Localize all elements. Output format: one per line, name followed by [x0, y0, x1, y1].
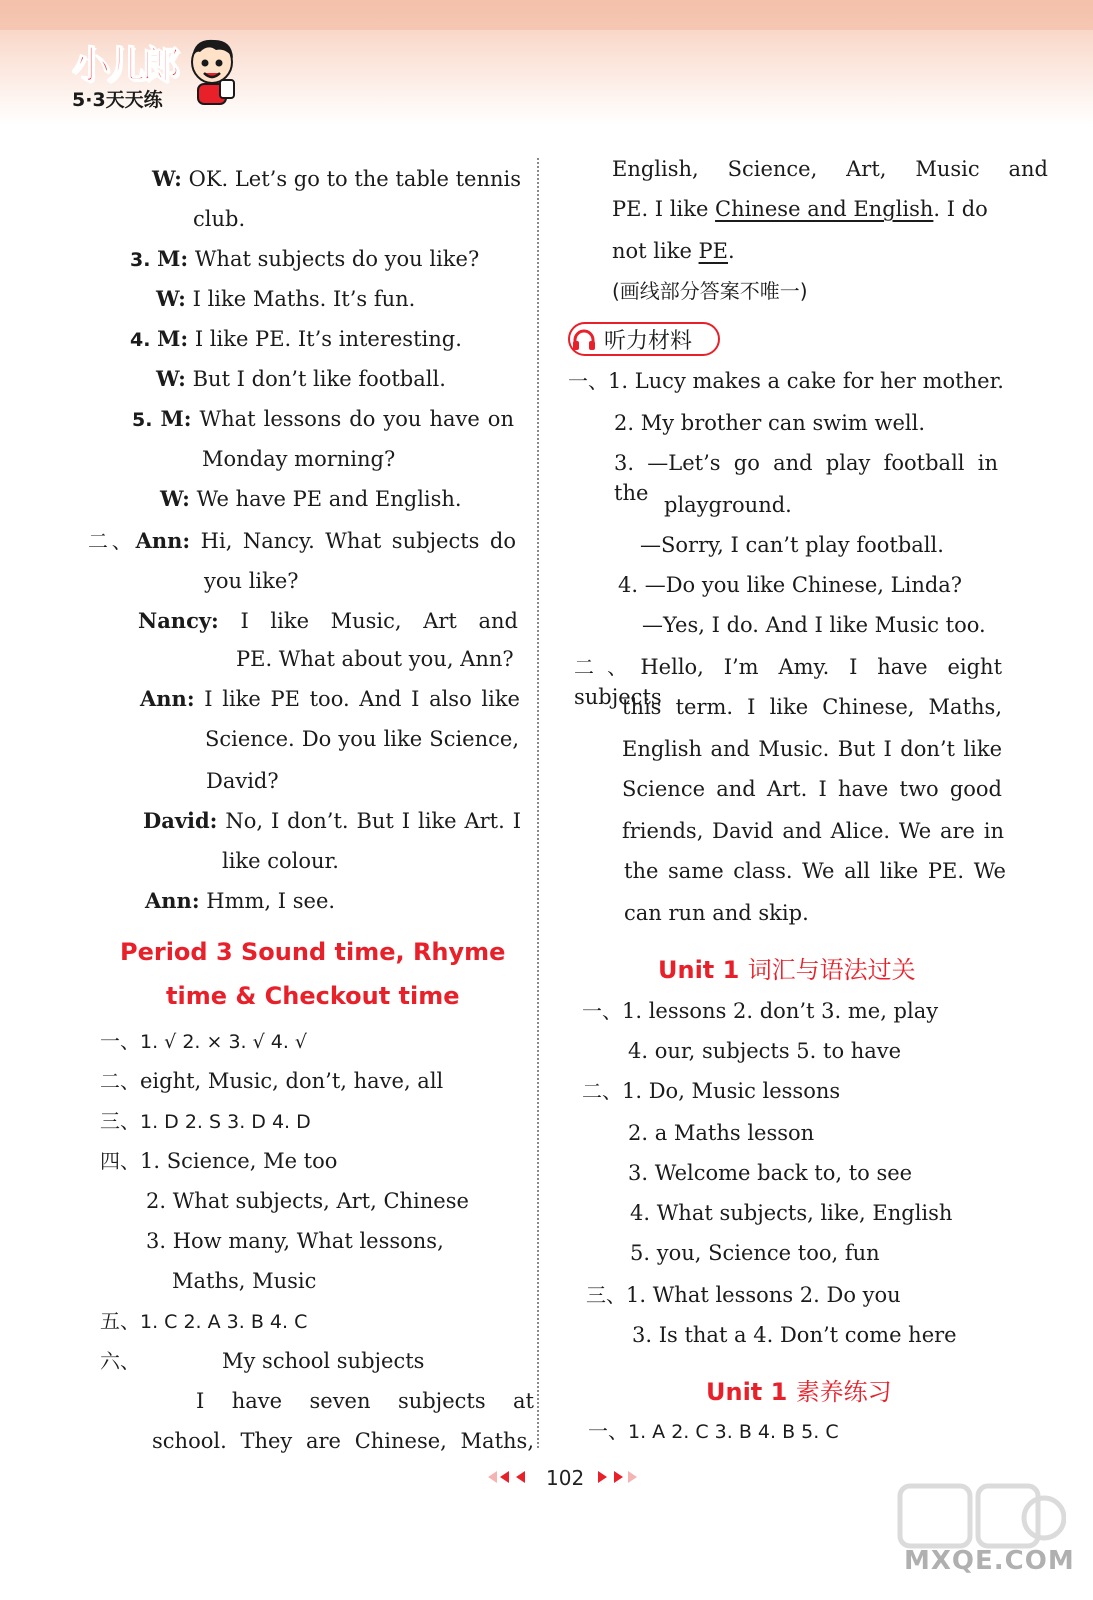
- dialogue-line: W: But I don’t like football.: [156, 366, 446, 391]
- badge-label: 听力材料: [604, 329, 693, 354]
- listening-line: 4. —Do you like Chinese, Linda?: [618, 573, 963, 597]
- listening-line: 一、1. Lucy makes a cake for her mother.: [568, 369, 1004, 393]
- period-heading: Period 3 Sound time, Rhyme: [120, 938, 506, 966]
- dialogue-line: 4. M: I like PE. It’s interesting.: [130, 326, 462, 351]
- dialogue-line: Monday morning?: [202, 447, 396, 471]
- mascot-icon: [186, 36, 240, 108]
- unit-answer-line: 3. Welcome back to, to see: [628, 1161, 913, 1185]
- listening-line: playground.: [664, 493, 792, 517]
- next-arrow-icon: [628, 1471, 637, 1483]
- dialogue-line: you like?: [204, 569, 299, 593]
- unit-heading: Unit 1 词汇与语法过关: [658, 956, 916, 984]
- unit-answer-line: 2. a Maths lesson: [628, 1121, 815, 1145]
- listening-line: the same class. We all like PE. We: [624, 859, 1006, 883]
- dialogue-line: like colour.: [222, 849, 339, 873]
- dialogue-line: Nancy: I like Music, Art and: [138, 608, 519, 633]
- answer-note: (画线部分答案不唯一): [612, 279, 808, 303]
- prev-arrow-icon: [500, 1471, 509, 1483]
- prev-arrow-icon: [488, 1471, 497, 1483]
- listening-line: —Yes, I do. And I like Music too.: [642, 613, 986, 637]
- underlined-answer: Chinese and English: [715, 197, 934, 221]
- essay-line: PE. I like Chinese and English. I do: [612, 197, 988, 221]
- dialogue-line: 二、Ann: Hi, Nancy. What subjects do: [88, 528, 517, 553]
- dialogue-line: 3. M: What subjects do you like?: [130, 246, 480, 271]
- unit-answer-line: 三、1. What lessons 2. Do you: [586, 1283, 901, 1307]
- answer-line: 2. What subjects, Art, Chinese: [146, 1189, 469, 1213]
- dialogue-line: PE. What about you, Ann?: [236, 647, 514, 671]
- watermark-text: MXQE.COM: [904, 1546, 1075, 1576]
- next-arrow-icon: [598, 1471, 607, 1483]
- listening-line: can run and skip.: [624, 901, 809, 925]
- answer-line: 三、1. D 2. S 3. D 4. D: [100, 1109, 311, 1133]
- dialogue-line: club.: [193, 207, 246, 231]
- answer-line: 3. How many, What lessons,: [146, 1229, 444, 1253]
- dialogue-line: Science. Do you like Science,: [205, 727, 519, 751]
- unit-answer-line: 5. you, Science too, fun: [630, 1241, 880, 1265]
- answer-line: Maths, Music: [172, 1269, 317, 1293]
- essay-line: not like PE.: [612, 239, 735, 263]
- unit-answer-line: 一、1. A 2. C 3. B 4. B 5. C: [588, 1419, 839, 1443]
- dialogue-line: Ann: I like PE too. And I also like: [140, 686, 520, 711]
- brand-series: 5·3天天练: [72, 89, 163, 111]
- answer-line: 二、eight, Music, don’t, have, all: [100, 1069, 444, 1093]
- listening-line: —Sorry, I can’t play football.: [640, 533, 944, 557]
- dialogue-line: W: I like Maths. It’s fun.: [156, 286, 416, 311]
- listening-line: English and Music. But I don’t like: [622, 737, 1002, 761]
- listening-line: friends, David and Alice. We are in: [622, 819, 1004, 843]
- dialogue-line: 5. M: What lessons do you have on: [132, 406, 514, 431]
- listening-line: 二、Hello, I’m Amy. I have eight subjects: [574, 655, 1003, 709]
- answer-line: 四、1. Science, Me too: [100, 1149, 338, 1173]
- listening-line: Science and Art. I have two good: [622, 777, 1002, 801]
- unit-answer-line: 4. our, subjects 5. to have: [628, 1039, 902, 1063]
- dialogue-line: Ann: Hmm, I see.: [145, 888, 336, 913]
- dialogue-line: W: OK. Let’s go to the table tennis: [152, 166, 522, 191]
- unit-answer-line: 4. What subjects, like, English: [630, 1201, 953, 1225]
- answer-line: 六、: [100, 1349, 140, 1373]
- dialogue-line: W: We have PE and English.: [160, 486, 462, 511]
- answer-line: 一、1. √ 2. × 3. √ 4. √: [100, 1029, 308, 1053]
- essay-title: My school subjects: [222, 1349, 425, 1373]
- dialogue-line: David?: [206, 769, 279, 793]
- next-arrow-icon: [614, 1471, 623, 1483]
- listening-line: 3. —Let’s go and play football in the: [614, 451, 998, 505]
- brand-logo: [72, 34, 177, 112]
- period-heading-line2: time & Checkout time: [166, 982, 460, 1010]
- essay-line: school. They are Chinese, Maths,: [152, 1429, 534, 1453]
- unit-answer-line: 一、1. lessons 2. don’t 3. me, play: [582, 999, 939, 1023]
- header-banner: [0, 0, 1093, 125]
- essay-line: English, Science, Art, Music and: [612, 157, 1048, 181]
- column-divider: [537, 158, 539, 1448]
- page-number: 102: [546, 1466, 585, 1490]
- listening-line: this term. I like Chinese, Maths,: [622, 695, 1002, 719]
- listening-badge: [568, 322, 720, 356]
- answer-line: 五、1. C 2. A 3. B 4. C: [100, 1309, 308, 1333]
- listening-line: 2. My brother can swim well.: [614, 411, 926, 435]
- dialogue-line: David: No, I don’t. But I like Art. I: [143, 808, 521, 833]
- unit-answer-line: 二、1. Do, Music lessons: [582, 1079, 841, 1103]
- essay-line: I have seven subjects at: [196, 1389, 534, 1413]
- unit-answer-line: 3. Is that a 4. Don’t come here: [632, 1323, 957, 1347]
- brand-name: 小儿郎: [72, 43, 178, 87]
- prev-arrow-icon: [516, 1471, 525, 1483]
- unit-heading: Unit 1 素养练习: [706, 1378, 892, 1406]
- header-strip: [0, 0, 1093, 30]
- underlined-answer: PE: [698, 239, 729, 263]
- headphones-icon: [572, 329, 596, 351]
